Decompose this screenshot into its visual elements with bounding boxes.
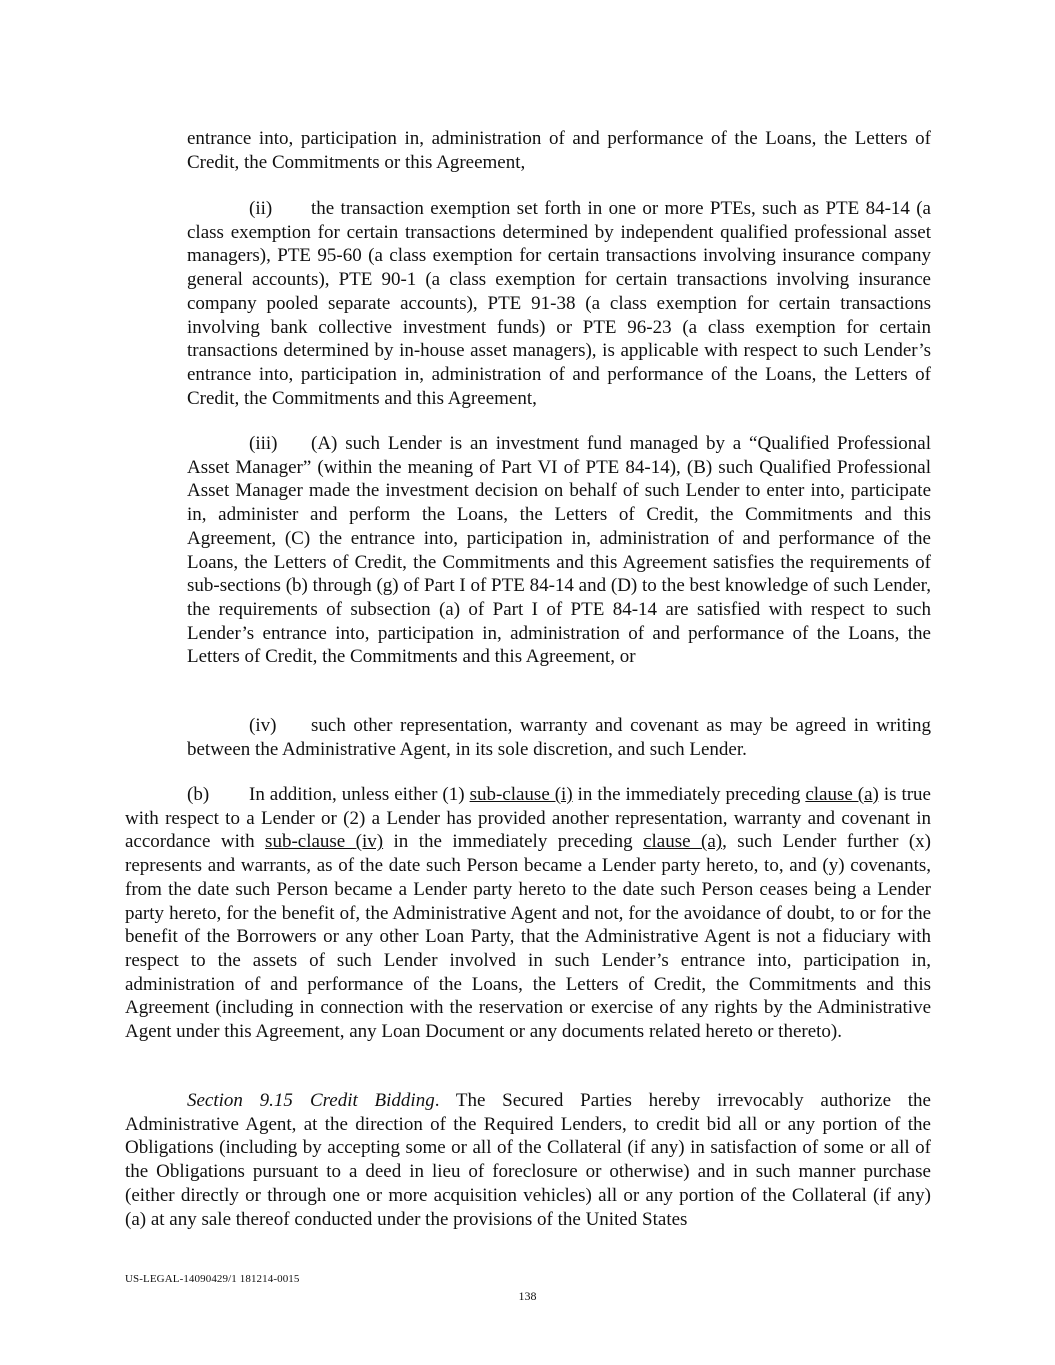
paragraph-text: is true with respect to a Lender or (2) a Lender has provided another representation, warranty and covenant in accordance with [125,784,931,853]
paragraph-b [125,783,931,1044]
paragraph-iv [187,714,931,761]
paragraph-text: (A) such Lender is an investment fund managed by a “Qualified Professional Asset Manager” (within the meaning of Part VI of PTE 84-14), (B) such Qualified Professional Asset Manager made the investment decision on behalf of such Lender to enter into, participate in, administer and perform the Loans, the Letters of Credit, the Commitments and this Agreement, (C) the entrance into, participation in, administration of and performance of the Loans, the Letters of Credit, the Commitments and this Agreement satisfies the requirements of sub-sections (b) through (g) of Part I of PTE 84-14 and (D) to the best knowledge of such Lender, the requirements of subsection (a) of Part I of PTE 84-14 are satisfied with respect to such Lender’s entrance into, participation in, administration of and performance of the Loans, the Letters of Credit, the Commitments and this Agreement, or [187,433,931,668]
paragraph-text: entrance into, participation in, administration of and performance of the Loans, the Letters of Credit, the Commitments or this Agreement, [187,128,931,173]
paragraph-text: the transaction exemption set forth in one or more PTEs, such as PTE 84-14 (a class exemption for certain transactions determined by independent qualified professional asset managers), PTE 95-60 (a class exemption for certain transactions involving insurance company general accounts), PTE 90-1 (a class exemption for certain transactions involving insurance company pooled separate accounts), PTE 91-38 (a class exemption for certain transactions involving bank collective investment funds) or PTE 96-23 (a class exemption for certain transactions determined by in-house asset managers), is applicable with respect to such Lender’s entrance into, participation in, administration of and performance of the Loans, the Letters of Credit, the Commitments and this Agreement, [187,198,931,409]
paragraph-text: . The Secured Parties hereby irrevocably authorize the Administrative Agent, at the direction of the Required Lenders, to credit bid all or any portion of the Obligations (including by accepting some or all of the Collateral (if any) in satisfaction of some or all of the Obligations pursuant to a deed in lieu of foreclosure or otherwise) and in such manner purchase (either directly or through one or more acquisition vehicles) all or any portion of the Collateral (if any) (a) at any sale thereof conducted under the provisions of the United States [125,1090,931,1230]
paragraph-continuation [187,127,931,174]
paragraph-text: In addition, unless either (1) [249,784,470,805]
clause-marker: (iii) [249,433,278,454]
paragraph-text: in the immediately preceding [572,784,806,805]
clause-marker: (iv) [249,715,277,736]
clause-marker: (b) [187,784,210,805]
section-title: Credit Bidding [309,1090,435,1111]
paragraph-text: , such Lender further (x) represents and warrants, as of the date such Person became a Lender party hereto, to, and (y) covenants, from the date such Person became a Lender party hereto to the date such Person ceases being a Lender party hereto, for the benefit of, the Administrative Agent and not, for the avoidance of doubt, to or for the benefit of the Borrowers or any other Loan Party, that the Administrative Agent is not a fiduciary with respect to the assets of such Lender involved in such Lender’s entrance into, participation in, administration of and performance of the Loans, the Letters of Credit, the Commitments and this Agreement (including in connection with the reservation or exercise of any rights by the Administrative Agent under this Agreement, any Loan Document or any documents related hereto or thereto). [125,831,931,1043]
page-number: 138 [518,1289,537,1303]
paragraph-iii [187,432,931,669]
section-9-15-paragraph [125,1089,931,1231]
document-id-footer: US-LEGAL-14090429/1 181214-0015 [125,1273,300,1285]
cross-reference-link[interactable]: sub-clause (iv) [265,831,384,853]
cross-reference-link[interactable]: clause (a) [805,784,879,805]
paragraph-text: in the immediately preceding [383,831,644,853]
paragraph-ii [187,197,931,410]
cross-reference-link[interactable]: sub-clause (i) [469,784,573,805]
cross-reference-link[interactable]: clause (a) [643,831,723,853]
section-number: Section 9.15 [187,1090,293,1111]
paragraph-text: such other representation, warranty and covenant as may be agreed in writing between the Administrative Agent, in its sole discretion, and such Lender. [187,715,931,760]
clause-marker: (ii) [249,198,273,219]
